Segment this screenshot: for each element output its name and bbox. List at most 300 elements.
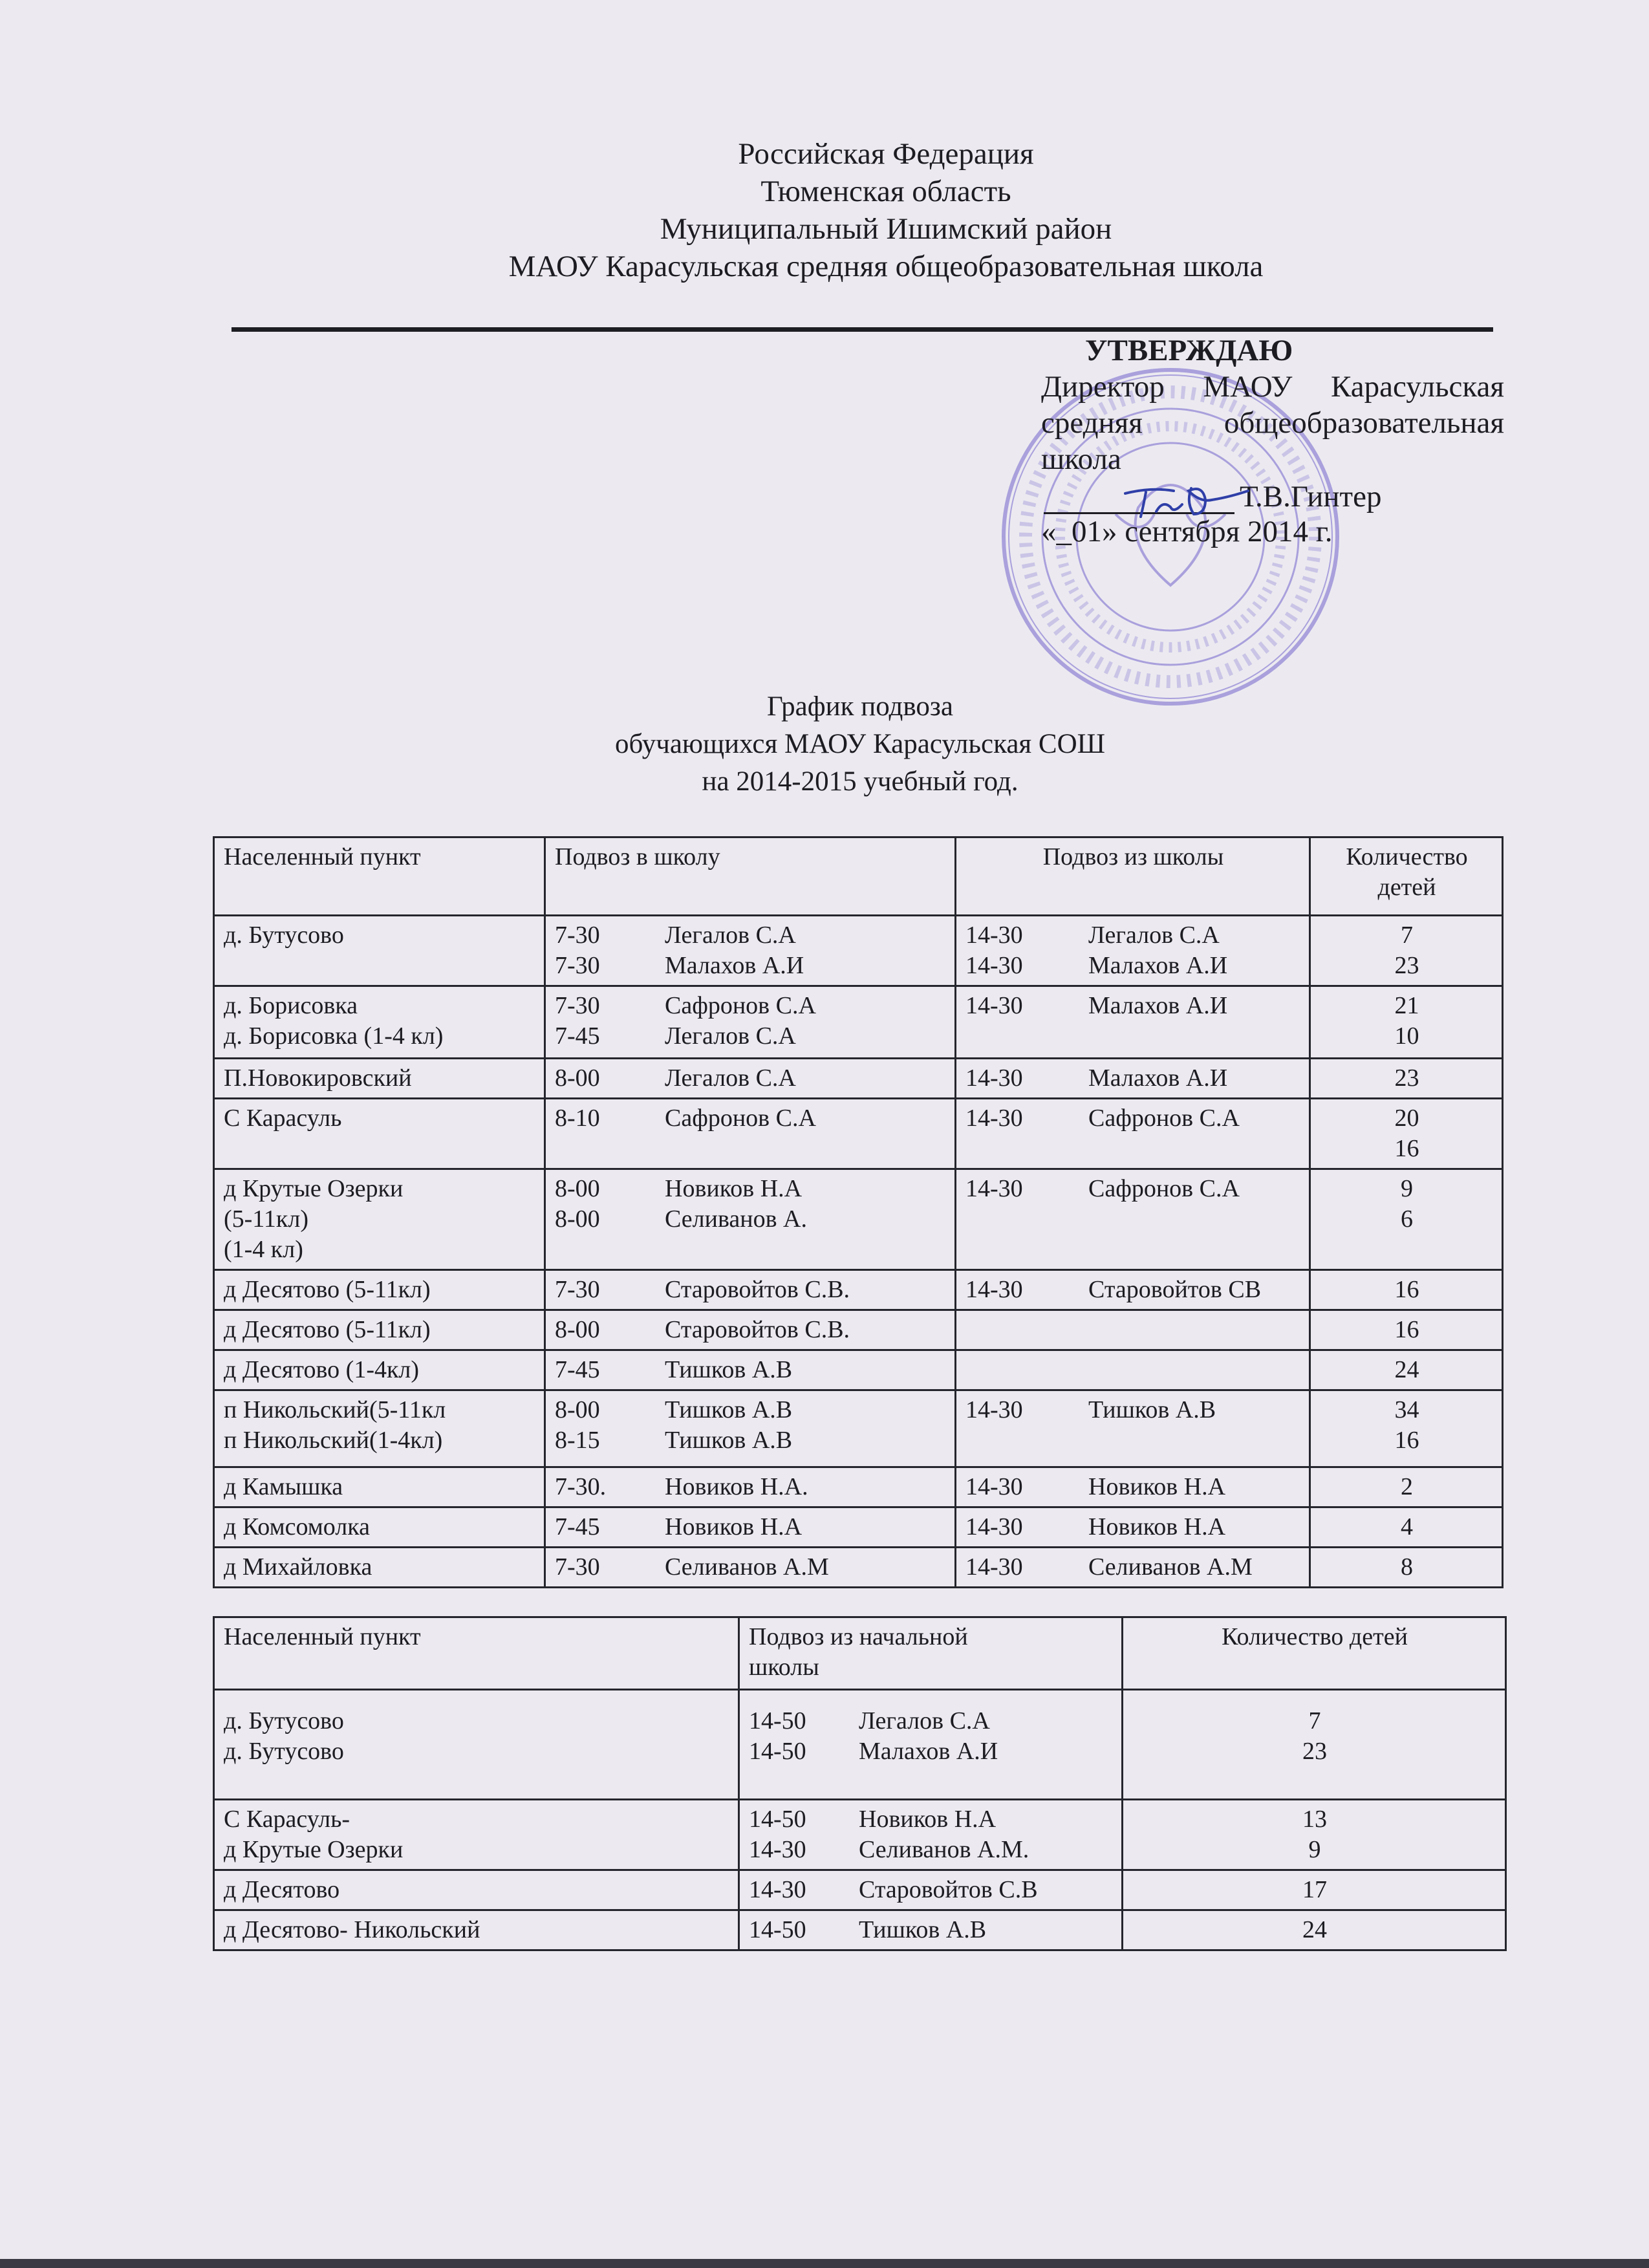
children-count-line bbox=[1320, 1275, 1494, 1305]
place-name-line bbox=[224, 1804, 730, 1835]
trip bbox=[965, 1395, 1301, 1425]
place-name-line bbox=[224, 1395, 536, 1425]
children-count-line bbox=[1320, 1204, 1494, 1235]
trip bbox=[555, 1275, 947, 1305]
to-school-cell bbox=[545, 1390, 956, 1467]
children-count-line bbox=[1132, 1706, 1497, 1736]
trip-time: 14-30 bbox=[965, 1513, 1023, 1540]
children-count-line bbox=[1320, 1395, 1494, 1425]
children-count-cell bbox=[1123, 1910, 1506, 1950]
driver-name: Тишков А.В bbox=[665, 1396, 793, 1423]
trip-time: 14-30 bbox=[965, 1276, 1023, 1303]
table-row bbox=[214, 1507, 1503, 1548]
place-cell bbox=[214, 1507, 545, 1548]
children-count: 16 bbox=[1394, 1135, 1419, 1162]
place-cell bbox=[214, 986, 545, 1059]
trip bbox=[555, 1395, 947, 1425]
trip bbox=[965, 1174, 1301, 1204]
trip-time: 7-30 bbox=[555, 992, 600, 1019]
to-school-cell bbox=[545, 1350, 956, 1390]
driver-name: Тишков А.В bbox=[665, 1356, 793, 1383]
column-header-text: Населенный пункт bbox=[224, 1623, 421, 1650]
trip bbox=[749, 1736, 1114, 1767]
driver-name: Старовойтов С.В. bbox=[665, 1276, 850, 1303]
signature-row bbox=[1041, 478, 1504, 514]
driver-name: Малахов А.И bbox=[1088, 1064, 1228, 1092]
document-header bbox=[0, 136, 1649, 286]
trip bbox=[965, 991, 1301, 1021]
approval-position-line2: средняя общеобразовательная bbox=[1041, 406, 1504, 440]
children-count: 24 bbox=[1302, 1916, 1327, 1943]
driver-name: Старовойтов СВ bbox=[1088, 1276, 1262, 1303]
children-count-cell bbox=[1310, 916, 1503, 986]
place-cell bbox=[214, 1910, 739, 1950]
trip bbox=[555, 1552, 947, 1582]
place-name: (1-4 кл) bbox=[224, 1236, 303, 1263]
place-name: д Михайловка bbox=[224, 1553, 372, 1581]
place-cell bbox=[214, 1800, 739, 1870]
place-cell bbox=[214, 1059, 545, 1099]
place-name-line bbox=[224, 1174, 536, 1204]
place-cell bbox=[214, 1169, 545, 1270]
trip-time: 14-30 bbox=[965, 1175, 1023, 1202]
from-school-cell bbox=[956, 1310, 1310, 1350]
driver-name: Легалов С.А bbox=[665, 922, 796, 949]
driver-name: Тишков А.В bbox=[1088, 1396, 1216, 1423]
driver-name: Малахов А.И bbox=[859, 1738, 998, 1765]
trip-time: 14-30 bbox=[965, 1473, 1023, 1500]
to-school-cell bbox=[545, 1548, 956, 1588]
trip-time: 14-50 bbox=[749, 1738, 806, 1765]
table-row bbox=[214, 1690, 1506, 1800]
trip bbox=[555, 1512, 947, 1542]
children-count: 23 bbox=[1302, 1738, 1327, 1765]
from-school-cell bbox=[956, 1507, 1310, 1548]
trip-time: 7-45 bbox=[555, 1513, 600, 1540]
children-count-line bbox=[1320, 1552, 1494, 1582]
trip-time: 8-00 bbox=[555, 1205, 600, 1233]
driver-name: Сафронов С.А bbox=[665, 992, 816, 1019]
driver-name: Малахов А.И bbox=[665, 952, 804, 979]
children-count: 13 bbox=[1302, 1806, 1327, 1833]
from-primary-school-cell bbox=[739, 1690, 1123, 1800]
children-count: 9 bbox=[1308, 1836, 1321, 1863]
place-name: д Камышка bbox=[224, 1473, 343, 1500]
to-school-cell bbox=[545, 1099, 956, 1169]
scan-edge bbox=[0, 2259, 1649, 2268]
children-count-cell bbox=[1123, 1800, 1506, 1870]
driver-name: Малахов А.И bbox=[1088, 992, 1228, 1019]
children-count: 10 bbox=[1394, 1022, 1419, 1050]
from-school-cell bbox=[956, 1270, 1310, 1310]
driver-name: Новиков Н.А bbox=[1088, 1473, 1226, 1500]
place-cell bbox=[214, 1099, 545, 1169]
children-count-line bbox=[1132, 1835, 1497, 1865]
place-name: п Никольский(1-4кл) bbox=[224, 1427, 443, 1454]
document-title-line3: на 2014-2015 учебный год. bbox=[702, 766, 1018, 797]
column-header bbox=[956, 837, 1310, 916]
place-name: (5-11кл) bbox=[224, 1205, 308, 1233]
table-row bbox=[214, 1310, 1503, 1350]
children-count-line bbox=[1320, 1134, 1494, 1164]
trip bbox=[555, 1174, 947, 1204]
place-name-line bbox=[224, 1275, 536, 1305]
place-name: д. Борисовка (1-4 кл) bbox=[224, 1022, 444, 1050]
children-count: 16 bbox=[1394, 1276, 1419, 1303]
place-name: д Десятово (5-11кл) bbox=[224, 1316, 431, 1343]
children-count-cell bbox=[1310, 986, 1503, 1059]
trip bbox=[749, 1875, 1114, 1905]
place-name-line bbox=[224, 1021, 536, 1052]
to-school-cell bbox=[545, 1310, 956, 1350]
header-line-region: Тюменская область bbox=[760, 175, 1011, 208]
place-name-line bbox=[224, 1315, 536, 1345]
trip bbox=[965, 1512, 1301, 1542]
children-count-cell bbox=[1310, 1059, 1503, 1099]
trip-time: 14-30 bbox=[965, 992, 1023, 1019]
children-count-line bbox=[1320, 991, 1494, 1021]
place-name: д Крутые Озерки bbox=[224, 1175, 404, 1202]
driver-name: Легалов С.А bbox=[665, 1022, 796, 1050]
children-count: 6 bbox=[1401, 1205, 1413, 1233]
trip-time: 7-45 bbox=[555, 1022, 600, 1050]
place-name-line bbox=[224, 1355, 536, 1385]
children-count-line bbox=[1132, 1736, 1497, 1767]
driver-name: Новиков Н.А bbox=[1088, 1513, 1226, 1540]
from-school-cell bbox=[956, 986, 1310, 1059]
trip bbox=[555, 1425, 947, 1456]
children-count: 20 bbox=[1394, 1105, 1419, 1132]
place-name: д. Бутусово bbox=[224, 1738, 344, 1765]
driver-name: Сафронов С.А bbox=[665, 1105, 816, 1132]
children-count: 9 bbox=[1401, 1175, 1413, 1202]
driver-name: Малахов А.И bbox=[1088, 952, 1228, 979]
place-name: д Десятово (1-4кл) bbox=[224, 1356, 420, 1383]
trip-time: 8-00 bbox=[555, 1175, 600, 1202]
children-count: 23 bbox=[1394, 1064, 1419, 1092]
trip bbox=[555, 1472, 947, 1502]
from-school-cell bbox=[956, 1059, 1310, 1099]
driver-name: Легалов С.А bbox=[665, 1064, 796, 1092]
children-count: 4 bbox=[1401, 1513, 1413, 1540]
place-cell bbox=[214, 1390, 545, 1467]
place-name-line bbox=[224, 1706, 730, 1736]
trip bbox=[555, 991, 947, 1021]
header-line-district: Муниципальный Ишимский район bbox=[660, 212, 1112, 246]
place-cell bbox=[214, 916, 545, 986]
driver-name: Тишков А.В bbox=[665, 1427, 793, 1454]
trip bbox=[555, 1355, 947, 1385]
table-row bbox=[214, 1467, 1503, 1507]
table-row bbox=[214, 916, 1503, 986]
approval-position-line3: школа bbox=[1041, 442, 1121, 476]
driver-name: Тишков А.В bbox=[859, 1916, 987, 1943]
to-school-cell bbox=[545, 1270, 956, 1310]
children-count-cell bbox=[1310, 1270, 1503, 1310]
trip-time: 14-30 bbox=[965, 1105, 1023, 1132]
trip-time: 14-30 bbox=[965, 922, 1023, 949]
table-row bbox=[214, 1548, 1503, 1588]
driver-name: Старовойтов С.В. bbox=[665, 1316, 850, 1343]
children-count-line bbox=[1320, 951, 1494, 981]
children-count-line bbox=[1320, 1512, 1494, 1542]
trip-time: 7-30. bbox=[555, 1473, 607, 1500]
approval-date: «_01» сентября 2014 г. bbox=[1041, 515, 1333, 548]
trip-time: 14-30 bbox=[965, 1553, 1023, 1581]
place-name-line bbox=[224, 1472, 536, 1502]
to-school-cell bbox=[545, 1059, 956, 1099]
column-header-text: Подвоз в школу bbox=[555, 843, 720, 870]
column-header-text: Населенный пункт bbox=[224, 843, 421, 870]
trip-time: 8-15 bbox=[555, 1427, 600, 1454]
place-name: П.Новокировский bbox=[224, 1064, 412, 1092]
column-header bbox=[545, 837, 956, 916]
trip-time: 7-30 bbox=[555, 1553, 600, 1581]
place-cell bbox=[214, 1870, 739, 1910]
to-school-cell bbox=[545, 986, 956, 1059]
children-count-line bbox=[1320, 1103, 1494, 1134]
children-count-cell bbox=[1310, 1169, 1503, 1270]
children-count-line bbox=[1320, 1472, 1494, 1502]
place-name: п Никольский(5-11кл bbox=[224, 1396, 446, 1423]
trip bbox=[965, 1275, 1301, 1305]
driver-name: Новиков Н.А bbox=[665, 1175, 803, 1202]
driver-name: Селиванов А.М bbox=[1088, 1553, 1253, 1581]
trip-time: 14-30 bbox=[749, 1836, 806, 1863]
from-school-cell bbox=[956, 1390, 1310, 1467]
children-count-line bbox=[1320, 1063, 1494, 1094]
place-name-line bbox=[224, 920, 536, 951]
trip bbox=[965, 951, 1301, 981]
trip bbox=[965, 920, 1301, 951]
place-name-line bbox=[224, 1835, 730, 1865]
column-header-text: Количество детей bbox=[1222, 1623, 1408, 1650]
column-header-text: Подвоз из школы bbox=[1042, 843, 1224, 870]
to-school-cell bbox=[545, 1467, 956, 1507]
table-row bbox=[214, 1390, 1503, 1467]
children-count: 21 bbox=[1394, 992, 1419, 1019]
from-school-cell bbox=[956, 1099, 1310, 1169]
trip-time: 14-30 bbox=[965, 1064, 1023, 1092]
driver-name: Легалов С.А bbox=[859, 1707, 990, 1734]
place-cell bbox=[214, 1548, 545, 1588]
approval-position-line1: Директор МАОУ Карасульская bbox=[1041, 370, 1504, 404]
driver-name: Селиванов А.М bbox=[665, 1553, 829, 1581]
children-count-cell bbox=[1310, 1350, 1503, 1390]
trip bbox=[555, 920, 947, 951]
primary-school-transport-table bbox=[213, 1616, 1507, 1951]
children-count-cell bbox=[1310, 1467, 1503, 1507]
place-name: д Крутые Озерки bbox=[224, 1836, 404, 1863]
driver-name: Селиванов А.М. bbox=[859, 1836, 1029, 1863]
children-count-cell bbox=[1310, 1548, 1503, 1588]
approval-signer: Т.В.Гинтер bbox=[1240, 480, 1382, 513]
table-row bbox=[214, 986, 1503, 1059]
header-divider bbox=[232, 327, 1493, 332]
place-name-line bbox=[224, 1875, 730, 1905]
from-school-cell bbox=[956, 1548, 1310, 1588]
driver-name: Новиков Н.А. bbox=[665, 1473, 808, 1500]
place-name-line bbox=[224, 1915, 730, 1945]
from-school-cell bbox=[956, 1467, 1310, 1507]
children-count-line bbox=[1320, 1174, 1494, 1204]
children-count: 23 bbox=[1394, 952, 1419, 979]
children-count-line bbox=[1132, 1915, 1497, 1945]
trip-time: 14-50 bbox=[749, 1707, 806, 1734]
trip bbox=[555, 1315, 947, 1345]
trip bbox=[749, 1706, 1114, 1736]
trip bbox=[555, 1103, 947, 1134]
table-row bbox=[214, 1169, 1503, 1270]
approval-block bbox=[1041, 333, 1504, 550]
trip bbox=[749, 1804, 1114, 1835]
column-header bbox=[214, 837, 545, 916]
to-school-cell bbox=[545, 916, 956, 986]
trip-time: 14-50 bbox=[749, 1916, 806, 1943]
place-name: д. Бутусово bbox=[224, 1707, 344, 1734]
trip-time: 14-30 bbox=[749, 1876, 806, 1903]
place-name: д Десятово- Никольский bbox=[224, 1916, 480, 1943]
place-name-line bbox=[224, 1063, 536, 1094]
children-count-cell bbox=[1310, 1390, 1503, 1467]
trip-time: 14-30 bbox=[965, 1396, 1023, 1423]
trip-time: 7-30 bbox=[555, 1276, 600, 1303]
place-cell bbox=[214, 1467, 545, 1507]
table-row bbox=[214, 1800, 1506, 1870]
trip-time: 7-45 bbox=[555, 1356, 600, 1383]
driver-name: Старовойтов С.В bbox=[859, 1876, 1038, 1903]
place-name: д Комсомолка bbox=[224, 1513, 371, 1540]
trip-time: 14-50 bbox=[749, 1806, 806, 1833]
trip bbox=[555, 1021, 947, 1052]
children-count-cell bbox=[1123, 1690, 1506, 1800]
trip bbox=[555, 951, 947, 981]
document-title-line1: График подвоза bbox=[767, 691, 953, 722]
driver-name: Легалов С.А bbox=[1088, 922, 1220, 949]
table-row bbox=[214, 1870, 1506, 1910]
place-cell bbox=[214, 1310, 545, 1350]
place-name: С Карасуль bbox=[224, 1105, 342, 1132]
place-cell bbox=[214, 1350, 545, 1390]
trip bbox=[749, 1835, 1114, 1865]
column-header bbox=[214, 1617, 739, 1690]
trip-time: 8-00 bbox=[555, 1316, 600, 1343]
from-primary-school-cell bbox=[739, 1800, 1123, 1870]
document-title-line2: обучающихся МАОУ Карасульская СОШ bbox=[614, 729, 1106, 759]
children-count-line bbox=[1320, 1355, 1494, 1385]
children-count: 17 bbox=[1302, 1876, 1327, 1903]
children-count-line bbox=[1320, 920, 1494, 951]
children-count-line bbox=[1320, 1425, 1494, 1456]
from-school-cell bbox=[956, 916, 1310, 986]
children-count-line bbox=[1132, 1875, 1497, 1905]
driver-name: Селиванов А. bbox=[665, 1205, 808, 1233]
place-name: д. Бутусово bbox=[224, 922, 344, 949]
place-name: С Карасуль- bbox=[224, 1806, 350, 1833]
school-transport-table bbox=[213, 836, 1503, 1588]
children-count-cell bbox=[1310, 1099, 1503, 1169]
place-name-line bbox=[224, 1204, 536, 1235]
table-row bbox=[214, 1099, 1503, 1169]
from-school-cell bbox=[956, 1350, 1310, 1390]
place-name-line bbox=[224, 991, 536, 1021]
trip bbox=[555, 1204, 947, 1235]
trip bbox=[965, 1103, 1301, 1134]
handwritten-signature bbox=[1119, 482, 1261, 521]
place-name-line bbox=[224, 1552, 536, 1582]
driver-name: Новиков Н.А bbox=[859, 1806, 997, 1833]
children-count-cell bbox=[1310, 1310, 1503, 1350]
column-header bbox=[1123, 1617, 1506, 1690]
place-name-line bbox=[224, 1736, 730, 1767]
trip-time: 8-00 bbox=[555, 1396, 600, 1423]
trip-time: 8-00 bbox=[555, 1064, 600, 1092]
children-count-line bbox=[1320, 1021, 1494, 1052]
document-title bbox=[0, 689, 1649, 802]
column-header-text: Подвоз из начальной школы bbox=[749, 1623, 968, 1681]
children-count: 16 bbox=[1394, 1316, 1419, 1343]
place-cell bbox=[214, 1690, 739, 1800]
place-name: д Десятово bbox=[224, 1876, 340, 1903]
column-header bbox=[1310, 837, 1503, 916]
place-cell bbox=[214, 1270, 545, 1310]
place-name-line bbox=[224, 1103, 536, 1134]
children-count: 24 bbox=[1394, 1356, 1419, 1383]
header-line-country: Российская Федерация bbox=[738, 137, 1034, 171]
table-header-row bbox=[214, 1617, 1506, 1690]
table-row bbox=[214, 1910, 1506, 1950]
from-primary-school-cell bbox=[739, 1870, 1123, 1910]
trip bbox=[965, 1472, 1301, 1502]
column-header-text: Количество детей bbox=[1346, 843, 1468, 901]
trip-time: 14-30 bbox=[965, 952, 1023, 979]
children-count: 34 bbox=[1394, 1396, 1419, 1423]
approval-title: УТВЕРЖДАЮ bbox=[1085, 334, 1293, 367]
trip bbox=[965, 1552, 1301, 1582]
table-row bbox=[214, 1350, 1503, 1390]
trip-time: 7-30 bbox=[555, 922, 600, 949]
children-count-line bbox=[1320, 1315, 1494, 1345]
children-count: 7 bbox=[1308, 1707, 1321, 1734]
driver-name: Сафронов С.А bbox=[1088, 1175, 1240, 1202]
driver-name: Сафронов С.А bbox=[1088, 1105, 1240, 1132]
table-row bbox=[214, 1270, 1503, 1310]
trip bbox=[749, 1915, 1114, 1945]
children-count: 7 bbox=[1401, 922, 1413, 949]
place-name: д Десятово (5-11кл) bbox=[224, 1276, 431, 1303]
table-header-row bbox=[214, 837, 1503, 916]
children-count: 8 bbox=[1401, 1553, 1413, 1581]
children-count-cell bbox=[1123, 1870, 1506, 1910]
header-line-school: МАОУ Карасульская средняя общеобразовательная школа bbox=[508, 250, 1264, 283]
trip bbox=[965, 1063, 1301, 1094]
children-count-line bbox=[1132, 1804, 1497, 1835]
driver-name: Новиков Н.А bbox=[665, 1513, 803, 1540]
place-name: д. Борисовка bbox=[224, 992, 358, 1019]
trip bbox=[555, 1063, 947, 1094]
children-count-cell bbox=[1310, 1507, 1503, 1548]
from-primary-school-cell bbox=[739, 1910, 1123, 1950]
place-name-line bbox=[224, 1235, 536, 1265]
children-count: 16 bbox=[1394, 1427, 1419, 1454]
to-school-cell bbox=[545, 1169, 956, 1270]
place-name-line bbox=[224, 1425, 536, 1456]
table-row bbox=[214, 1059, 1503, 1099]
place-name-line bbox=[224, 1512, 536, 1542]
to-school-cell bbox=[545, 1507, 956, 1548]
children-count: 2 bbox=[1401, 1473, 1413, 1500]
trip-time: 8-10 bbox=[555, 1105, 600, 1132]
